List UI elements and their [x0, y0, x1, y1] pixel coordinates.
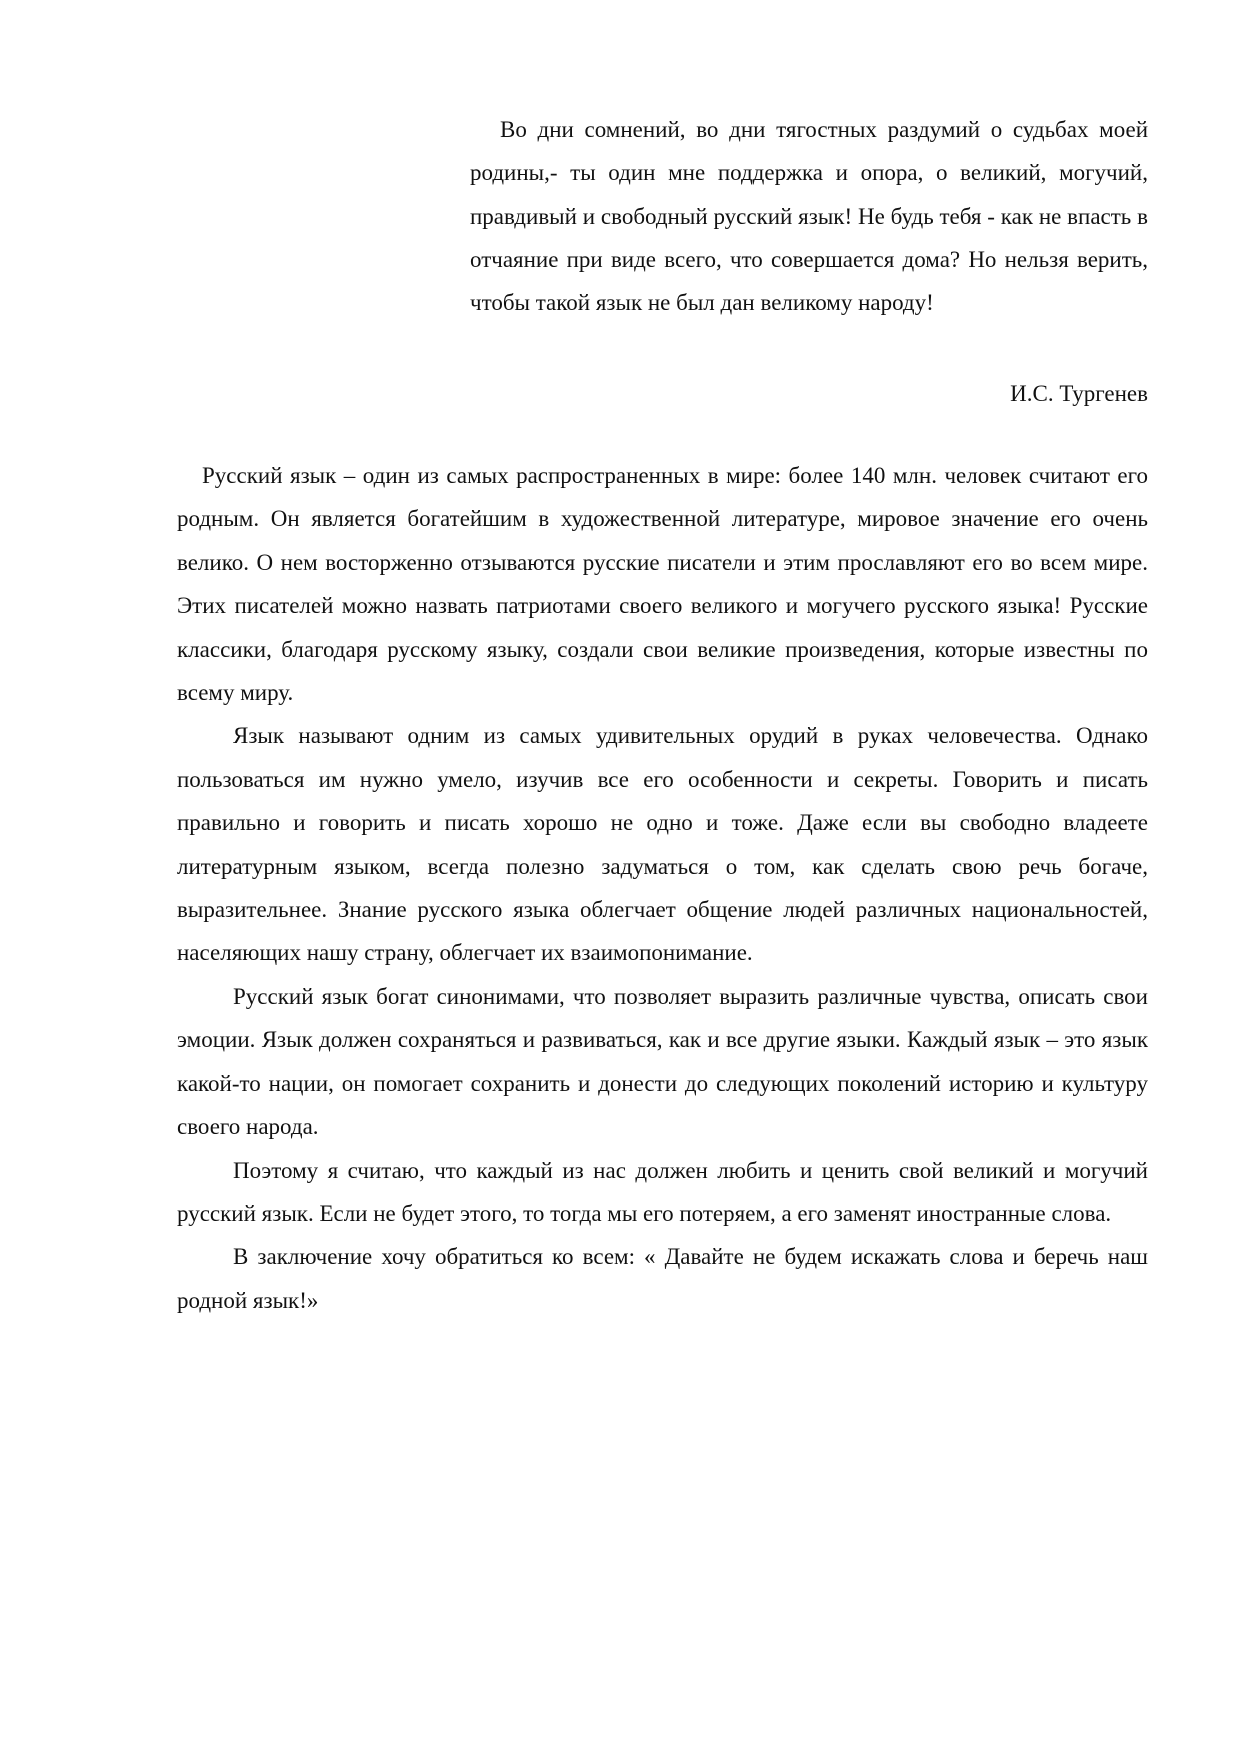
essay-body [177, 454, 1148, 1322]
epigraph-author: И.С. Тургенев [1010, 381, 1148, 406]
epigraph [470, 108, 1148, 324]
epigraph-quote: Во дни сомнений, во дни тягостных раздумий о судьбах моей родины,- ты один мне поддержка и опора, о великий, могучий, правдивый и свободный русский язык! Не будь тебя - как не впасть в отчаяние при виде всего, что совершается дома? Но нельзя верить, чтобы такой язык не был дан великому народу! [470, 117, 1148, 316]
paragraph: Русский язык богат синонимами, что позволяет выразить различные чувства, описать свои эмоции. Язык должен сохраняться и развиваться, как и все другие языки. Каждый язык – это язык какой-то нации, он помогает сохранить и донести до следующих поколений историю и культуру своего народа. [177, 983, 1148, 1140]
paragraph: Язык называют одним из самых удивительных орудий в руках человечества. Однако пользоваться им нужно умело, изучив все его особенности и секреты. Говорить и писать правильно и говорить и писать хорошо не одно и тоже. Даже если вы свободно владеете литературным языком, всегда полезно задуматься о том, как сделать свою речь богаче, выразительнее. Знание русского языка облегчает общение людей различных национальностей, населяющих нашу страну, облегчает их взаимопонимание. [177, 723, 1148, 966]
paragraph: В заключение хочу обратиться ко всем: « Давайте не будем искажать слова и беречь наш родной язык!» [177, 1244, 1148, 1313]
paragraph: Русский язык – один из самых распространенных в мире: более 140 млн. человек считают его родным. Он является богатейшим в художественной литературе, мировое значение его очень велико. О нем восторженно отзываются русские писатели и этим прославляют его во всем мире. Этих писателей можно назвать патриотами своего великого и могучего русского языка! Русские классики, благодаря русскому языку, создали свои великие произведения, которые известны по всему миру. [177, 463, 1148, 706]
paragraph: Поэтому я считаю, что каждый из нас должен любить и ценить свой великий и могучий русский язык. Если не будет этого, то тогда мы его потеряем, а его заменят иностранные слова. [177, 1157, 1148, 1226]
